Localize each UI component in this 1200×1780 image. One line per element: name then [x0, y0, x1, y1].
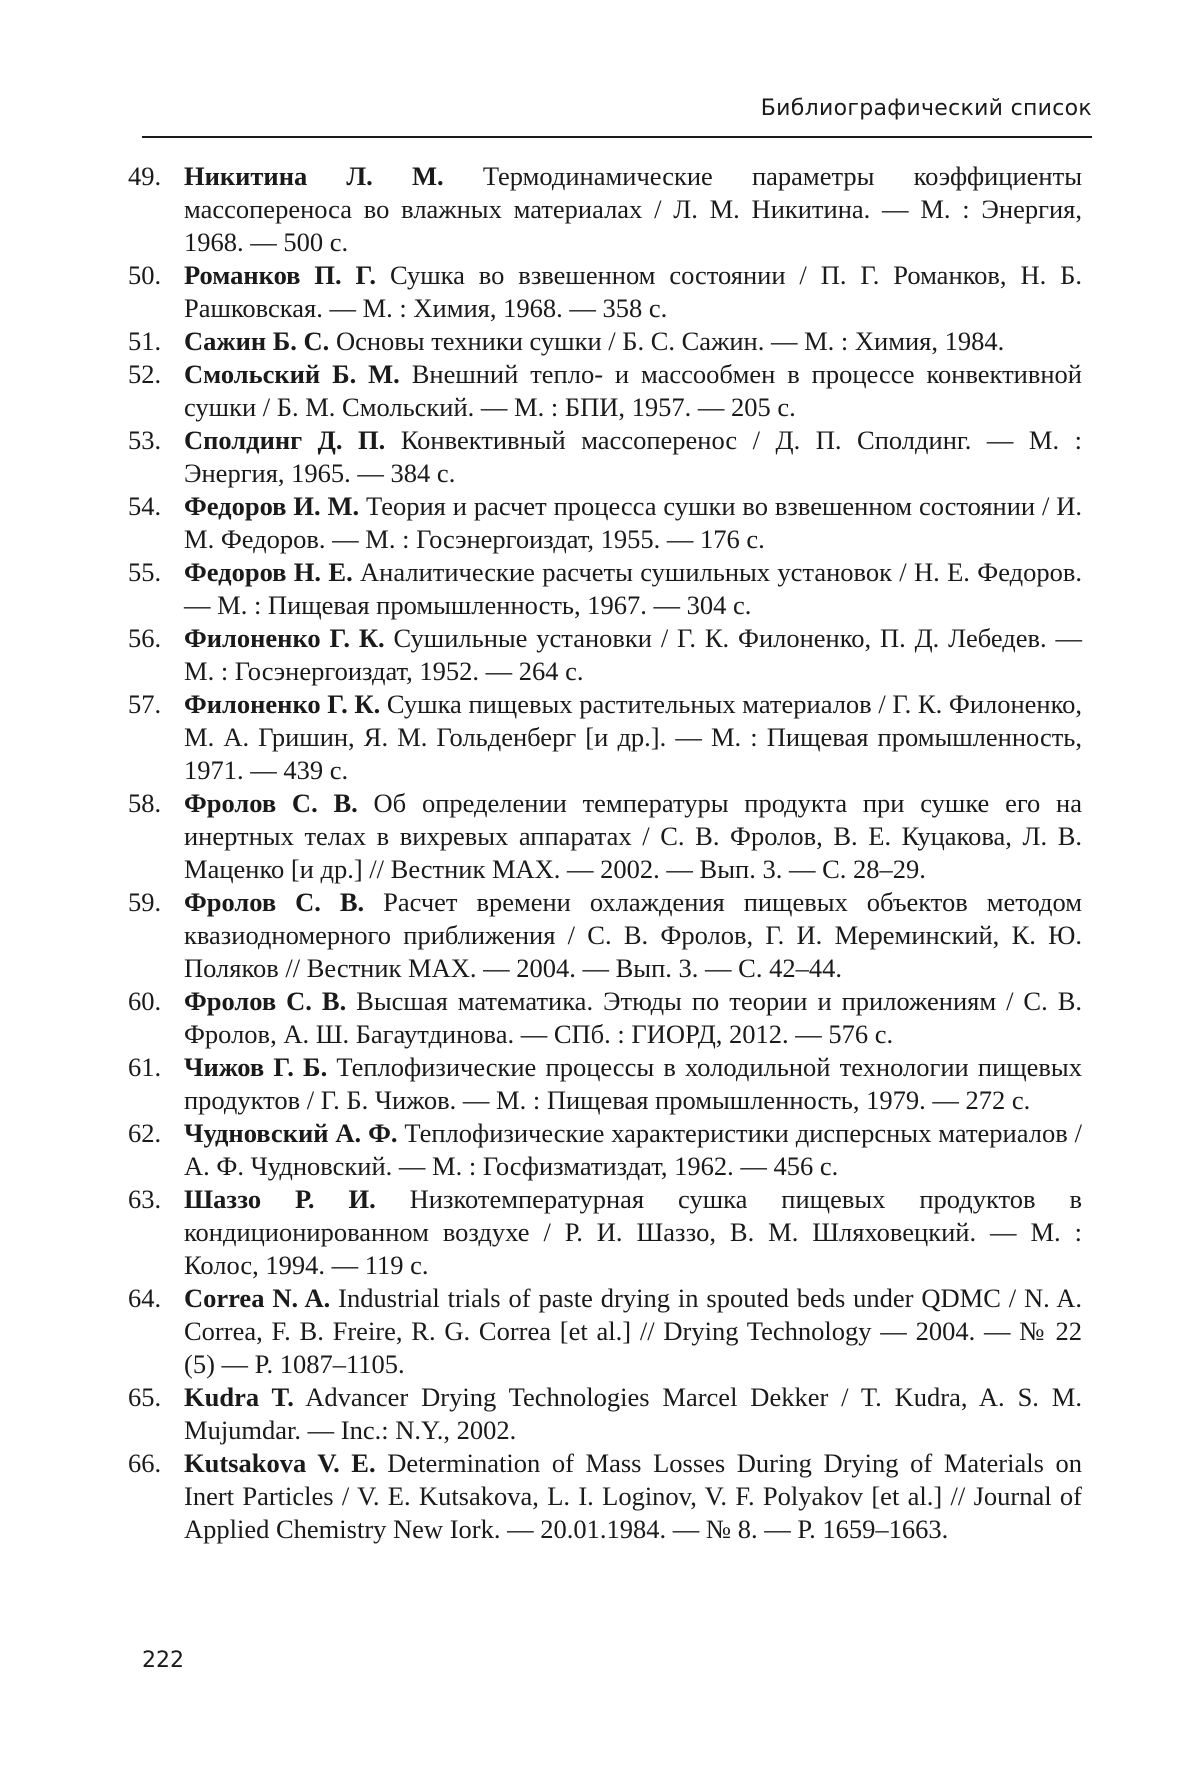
reference-author: Фролов С. В.: [184, 788, 358, 818]
reference-number: 49.: [128, 161, 162, 191]
reference-item: [128, 886, 1082, 985]
reference-text: Industrial trials of paste drying in spouted beds under QDMC / N. A. Correa, F. B. Freire, R. G. Correa [et al.] // Drying Technology — 2004. — № 22 (5) — P. 1087–1105.: [184, 1283, 1082, 1379]
reference-item: [128, 1117, 1082, 1183]
reference-text: Сушка пищевых растительных материалов / Г. К. Филоненко, М. А. Гришин, Я. М. Гольденберг [и др.]. — М. : Пищевая промышленность, 1971. — 439 с.: [184, 689, 1083, 785]
reference-body: [184, 1447, 1082, 1546]
reference-text: Сушка во взвешенном состоянии / П. Г. Романков, Н. Б. Рашковская. — М. : Химия, 1968. — 358 с.: [184, 260, 1082, 323]
reference-body: [184, 688, 1082, 787]
reference-item: [128, 688, 1082, 787]
reference-text: Высшая математика. Этюды по теории и приложениям / С. В. Фролов, А. Ш. Багаутдинова. — СПб. : ГИОРД, 2012. — 576 с.: [184, 986, 1082, 1049]
reference-author: Филоненко Г. К.: [184, 623, 385, 653]
reference-number: 57.: [128, 689, 162, 719]
reference-item: [128, 490, 1082, 556]
reference-body: [184, 1183, 1082, 1282]
reference-author: Федоров Н. Е.: [184, 557, 353, 587]
reference-text: Сушильные установки / Г. К. Филоненко, П. Д. Лебедев. — М. : Госэнергоиздат, 1952. — 264 с.: [184, 623, 1083, 686]
reference-text: Основы техники сушки / Б. С. Сажин. — М. : Химия, 1984.: [329, 326, 1005, 356]
reference-body: [184, 556, 1082, 622]
reference-text: Термодинамические параметры коэффициенты массопереноса во влажных материалах / Л. М. Никитина. — М. : Энергия, 1968. — 500 с.: [184, 161, 1083, 257]
reference-number: 54.: [128, 491, 162, 521]
reference-text: Теплофизические процессы в холодильной технологии пищевых продуктов / Г. Б. Чижов. — М. : Пищевая промышленность, 1979. — 272 с.: [184, 1052, 1082, 1115]
reference-item: [128, 160, 1082, 259]
bibliography-list: [128, 160, 1082, 1546]
reference-number: 50.: [128, 260, 162, 290]
reference-text: Determination of Mass Losses During Drying of Materials on Inert Particles / V. E. Kutsakova, L. I. Loginov, V. F. Polyakov [et al.] // Journal of Applied Chemistry New Iork. — 20.01.1984. — № 8. — P. 1659–1663.: [184, 1448, 1082, 1544]
reference-text: Теория и расчет процесса сушки во взвешенном состоянии / И. М. Федоров. — М. : Госэнергоиздат, 1955. — 176 с.: [184, 491, 1083, 554]
reference-author: Федоров И. М.: [184, 491, 360, 521]
reference-author: Kudra T.: [184, 1382, 294, 1412]
reference-body: [184, 1117, 1082, 1183]
reference-author: Чудновский А. Ф.: [184, 1118, 398, 1148]
reference-item: [128, 358, 1082, 424]
reference-author: Фролов С. В.: [184, 887, 365, 917]
reference-body: [184, 886, 1082, 985]
reference-number: 58.: [128, 788, 162, 818]
reference-body: [184, 358, 1082, 424]
reference-author: Фролов С. В.: [184, 986, 347, 1016]
reference-number: 56.: [128, 623, 162, 653]
reference-number: 52.: [128, 359, 162, 389]
reference-text: Конвективный массоперенос / Д. П. Сполдинг. — М. : Энергия, 1965. — 384 с.: [184, 425, 1082, 488]
reference-body: [184, 787, 1082, 886]
reference-number: 64.: [128, 1283, 162, 1313]
reference-author: Романков П. Г.: [184, 260, 377, 290]
reference-body: [184, 985, 1082, 1051]
reference-number: 65.: [128, 1382, 162, 1412]
reference-item: [128, 1183, 1082, 1282]
reference-number: 62.: [128, 1118, 162, 1148]
reference-author: Смольский Б. М.: [184, 359, 400, 389]
reference-item: [128, 1447, 1082, 1546]
reference-item: [128, 787, 1082, 886]
reference-author: Чижов Г. Б.: [184, 1052, 328, 1082]
reference-item: [128, 259, 1082, 325]
reference-text: Об определении температуры продукта при сушке его на инертных телах в вихревых аппаратах / С. В. Фролов, В. Е. Куцакова, Л. В. Маценко [и др.] // Вестник МАХ. — 2002. — Вып. 3. — С. 28–29.: [184, 788, 1083, 884]
reference-item: [128, 424, 1082, 490]
reference-body: [184, 259, 1082, 325]
reference-body: [184, 1051, 1082, 1117]
reference-author: Correa N. A.: [184, 1283, 331, 1313]
reference-author: Шаззо Р. И.: [184, 1184, 376, 1214]
reference-number: 61.: [128, 1052, 162, 1082]
reference-item: [128, 325, 1082, 358]
reference-number: 51.: [128, 326, 162, 356]
reference-item: [128, 985, 1082, 1051]
reference-text: Теплофизические характеристики дисперсных материалов / А. Ф. Чудновский. — М. : Госфизматиздат, 1962. — 456 с.: [184, 1118, 1082, 1181]
reference-text: Аналитические расчеты сушильных установок / Н. Е. Федоров. — М. : Пищевая промышленность, 1967. — 304 с.: [184, 557, 1082, 620]
reference-author: Сполдинг Д. П.: [184, 425, 386, 455]
running-title: Библиографический список: [760, 96, 1092, 121]
reference-text: Advancer Drying Technologies Marcel Dekker / T. Kudra, A. S. M. Mujumdar. — Inc.: N.Y., 2002.: [184, 1382, 1082, 1445]
reference-author: Филоненко Г. К.: [184, 689, 381, 719]
reference-text: Низкотемпературная сушка пищевых продуктов в кондиционированном воздухе / Р. И. Шаззо, В. М. Шляховецкий. — М. : Колос, 1994. — 119 с.: [184, 1184, 1082, 1280]
reference-text: Расчет времени охлаждения пищевых объектов методом квазиодномерного приближения / С. В. Фролов, Г. И. Мереминский, К. Ю. Поляков // Вестник МАХ. — 2004. — Вып. 3. — С. 42–44.: [184, 887, 1083, 983]
reference-body: [184, 490, 1082, 556]
reference-author: Никитина Л. М.: [184, 161, 444, 191]
reference-author: Kutsakova V. E.: [184, 1448, 376, 1478]
reference-body: [184, 1381, 1082, 1447]
reference-item: [128, 622, 1082, 688]
reference-body: [184, 160, 1082, 259]
reference-author: Сажин Б. С.: [184, 326, 330, 356]
reference-body: [184, 424, 1082, 490]
reference-body: [184, 1282, 1082, 1381]
reference-item: [128, 1051, 1082, 1117]
page-number: 222: [142, 1648, 184, 1673]
reference-item: [128, 1282, 1082, 1381]
reference-number: 55.: [128, 557, 162, 587]
page-header: [142, 92, 1092, 138]
reference-number: 66.: [128, 1448, 162, 1478]
reference-item: [128, 1381, 1082, 1447]
reference-number: 53.: [128, 425, 162, 455]
reference-item: [128, 556, 1082, 622]
reference-number: 60.: [128, 986, 162, 1016]
reference-text: Внешний тепло- и массообмен в процессе конвективной сушки / Б. М. Смольский. — М. : БПИ, 1957. — 205 с.: [184, 359, 1082, 422]
reference-body: [184, 325, 1082, 358]
reference-body: [184, 622, 1082, 688]
reference-number: 59.: [128, 887, 162, 917]
reference-number: 63.: [128, 1184, 162, 1214]
